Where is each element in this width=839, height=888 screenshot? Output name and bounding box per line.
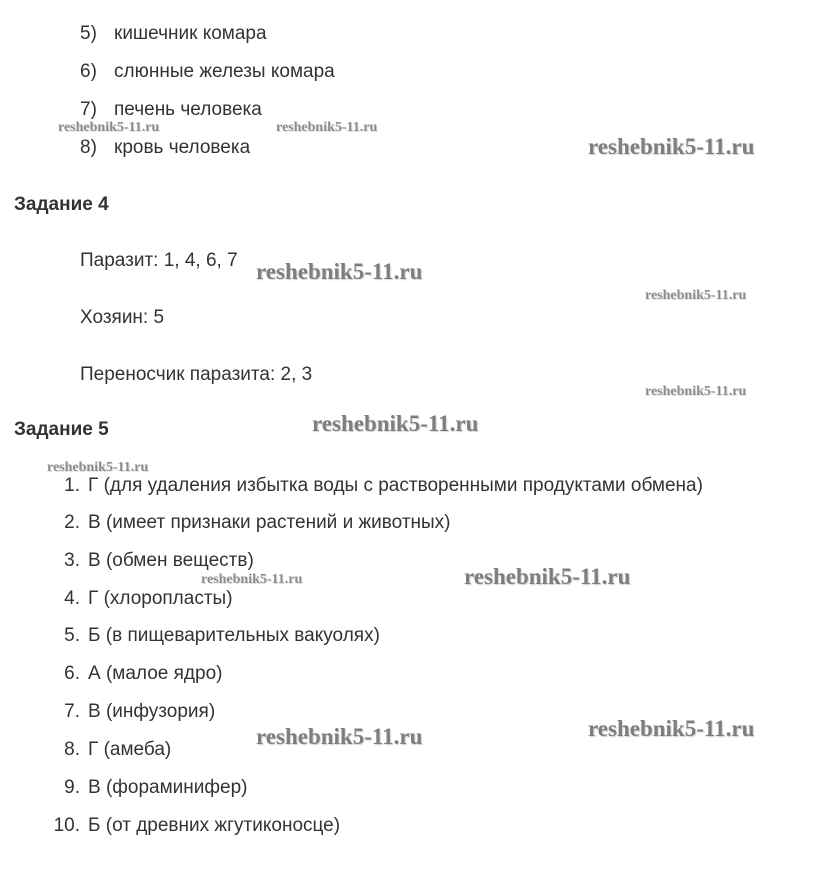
task-5-heading: Задание 5 <box>14 419 109 440</box>
list-item-number: 5) <box>80 23 97 44</box>
host-line: Хозяин: 5 <box>80 307 165 328</box>
answer-number: 4. <box>64 588 80 609</box>
watermark: reshebnik5-11.ru <box>464 564 631 589</box>
list-item <box>80 22 267 46</box>
answer-text: Г (амеба) <box>88 739 172 760</box>
watermark: reshebnik5-11.ru <box>58 120 160 135</box>
watermark: reshebnik5-11.ru <box>256 724 423 749</box>
answer-number: 1. <box>64 475 80 496</box>
answer-item <box>47 587 233 611</box>
answer-number: 5. <box>64 625 80 646</box>
answer-text: В (инфузория) <box>88 701 216 722</box>
answer-number: 8. <box>64 739 80 760</box>
watermark: reshebnik5-11.ru <box>47 460 149 475</box>
answer-item <box>47 662 222 686</box>
answer-text: В (фораминифер) <box>88 777 248 798</box>
watermark: reshebnik5-11.ru <box>588 134 755 159</box>
answer-item <box>47 549 254 573</box>
watermark: reshebnik5-11.ru <box>312 411 479 436</box>
list-item-text: кишечник комара <box>114 23 267 44</box>
answer-item <box>47 814 340 838</box>
answer-text: В (имеет признаки растений и животных) <box>88 512 451 533</box>
answer-text: Б (в пищеварительных вакуолях) <box>88 625 380 646</box>
watermark: reshebnik5-11.ru <box>256 259 423 284</box>
list-item-number: 6) <box>80 61 97 82</box>
watermark: reshebnik5-11.ru <box>201 572 303 587</box>
answer-text: Г (для удаления избытка воды с растворенными продуктами обмена) <box>88 475 703 496</box>
answer-number: 6. <box>64 663 80 684</box>
answer-item <box>47 700 215 724</box>
answer-text: Б (от древних жгутиконосце) <box>88 815 341 836</box>
watermark: reshebnik5-11.ru <box>588 716 755 741</box>
list-item-text: слюнные железы комара <box>114 61 335 82</box>
answer-item <box>47 738 171 762</box>
list-item-text: кровь человека <box>114 137 251 158</box>
list-item-text: печень человека <box>114 99 262 120</box>
answer-item <box>47 624 380 648</box>
answer-number: 2. <box>64 512 80 533</box>
task-4-heading: Задание 4 <box>14 194 109 215</box>
carrier-line: Переносчик паразита: 2, 3 <box>80 364 313 385</box>
list-item <box>80 98 262 122</box>
list-item <box>80 60 335 84</box>
watermark: reshebnik5-11.ru <box>276 120 378 135</box>
answer-item <box>47 776 248 800</box>
answer-number: 9. <box>64 777 80 798</box>
answer-text: Г (хлоропласты) <box>88 588 233 609</box>
answer-item <box>47 474 703 498</box>
watermark: reshebnik5-11.ru <box>645 384 747 399</box>
answer-text: А (малое ядро) <box>88 663 223 684</box>
list-item-number: 8) <box>80 137 97 158</box>
answer-item <box>47 511 451 535</box>
answer-number: 3. <box>64 550 80 571</box>
answer-number: 10. <box>53 815 80 836</box>
parasite-line: Паразит: 1, 4, 6, 7 <box>80 250 238 271</box>
list-item-number: 7) <box>80 99 97 120</box>
answer-text: В (обмен веществ) <box>88 550 254 571</box>
watermark: reshebnik5-11.ru <box>645 288 747 303</box>
answer-number: 7. <box>64 701 80 722</box>
list-item <box>80 136 250 160</box>
